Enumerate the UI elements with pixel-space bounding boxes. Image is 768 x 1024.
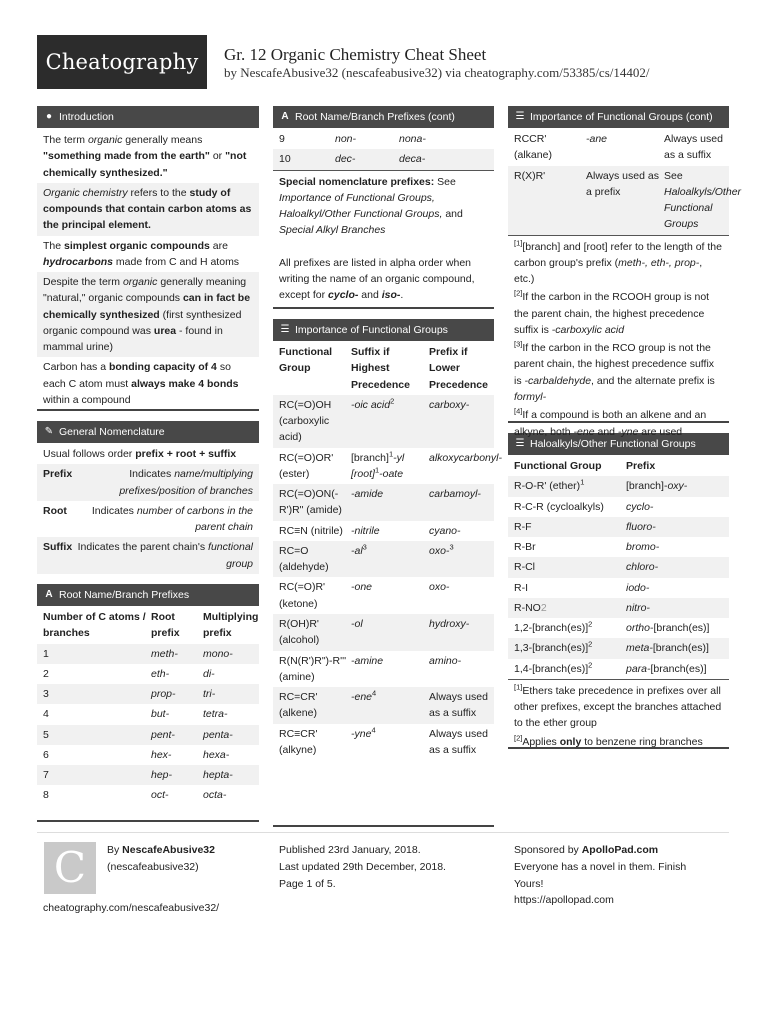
table-row — [508, 638, 729, 658]
table-cell — [626, 539, 726, 555]
author-url-link[interactable]: cheatography.com/nescafeabusive32/ — [43, 902, 220, 914]
author-handle: (nescafeabusive32) — [107, 861, 199, 873]
footnote-ref: 2 — [588, 639, 593, 649]
table-cell — [351, 450, 425, 483]
footnote-ref: 3 — [362, 542, 367, 552]
table-cell: RC≡N (nitrile) — [279, 524, 343, 537]
table-row — [508, 537, 729, 557]
table-cell: penta- — [203, 728, 233, 741]
table-cell: RC≡CR' (alkyne) — [279, 727, 318, 756]
haloalkyls-section — [508, 433, 729, 749]
table-row — [508, 659, 729, 679]
info-icon: ● — [45, 111, 53, 123]
section-title: Importance of Functional Groups — [295, 323, 448, 336]
prefix-part: nitro- — [626, 601, 650, 614]
table-cell: RC=O (aldehyde) — [279, 544, 329, 574]
table-cell — [514, 499, 622, 515]
table-cell — [514, 580, 622, 596]
intro-paragraph: Organic chemistry refers to the study of compounds that contain carbon atoms as the principal element. — [37, 183, 259, 236]
group-text: 1,2-[branch(es)] — [514, 622, 589, 635]
table-cell — [514, 478, 622, 494]
section-header — [273, 319, 494, 341]
prefix-part: hydroxy- — [429, 617, 470, 630]
root-prefixes-cont-section — [273, 106, 494, 309]
table-row — [37, 684, 259, 704]
footnote: [1][branch] and [root] refer to the length of the carbon group's prefix (meth-, eth-, prop-, etc.) — [508, 235, 729, 290]
table-cell — [351, 726, 425, 759]
group-text: R-C-R (cycloalkyls) — [514, 500, 604, 513]
table-row — [508, 598, 729, 618]
section-title: General Nomenclature — [59, 425, 165, 438]
root-prefix-rows — [37, 644, 259, 806]
table-cell: RC(=O)R' (ketone) — [279, 581, 326, 610]
suffix-part: -oic acid — [351, 398, 391, 411]
table-cell — [626, 600, 726, 616]
table-row — [273, 651, 494, 688]
table-cell — [429, 486, 497, 519]
published-date: Published 23rd January, 2018. — [279, 844, 421, 856]
table-cell: di- — [203, 667, 215, 680]
table-cell — [514, 640, 622, 656]
section-title: Root Name/Branch Prefixes — [59, 588, 190, 601]
prefix-part: chloro- — [626, 561, 659, 574]
column-3 — [508, 106, 742, 759]
table-cell — [429, 653, 497, 686]
suffix-part: -yl [root] — [351, 451, 405, 480]
special-prefixes-note: Special nomenclature prefixes: See Importance of Functional Groups, Haloalkyl/Other Functional Groups, and Special Alkyl Branches — [273, 170, 494, 241]
table-row — [273, 687, 494, 724]
pencil-icon: ✎ — [44, 426, 54, 438]
table-cell — [626, 499, 726, 515]
table-cell: 6 — [43, 748, 49, 761]
table-cell: RC(=O)ON(-R')R" (amide) — [279, 488, 342, 517]
table-cell — [351, 616, 425, 649]
letter-a-icon: A — [45, 589, 53, 601]
intro-paragraph: Carbon has a bonding capacity of 4 so each C atom must always make 4 bonds within a compound — [43, 361, 239, 406]
table-cell — [429, 726, 497, 759]
table-cell: meth- — [151, 647, 178, 660]
table-cell — [429, 616, 497, 649]
table-row — [508, 476, 729, 496]
table-cell — [351, 486, 425, 519]
section-header — [37, 584, 259, 606]
cheatography-logo[interactable]: Cheatography — [37, 35, 207, 89]
section-title: Root Name/Branch Prefixes (cont) — [295, 110, 455, 123]
group-text: R-Cl — [514, 561, 535, 574]
table-row — [37, 704, 259, 724]
table-row — [37, 785, 259, 805]
table-cell: hexa- — [203, 748, 230, 761]
suffix-part: -ene — [351, 691, 373, 704]
list-icon: ☰ — [515, 438, 525, 450]
table-cell — [514, 600, 622, 616]
prefix-part: [branch]- — [626, 480, 668, 493]
prefix-part: carbamoyl- — [429, 488, 481, 501]
table-row — [37, 765, 259, 785]
nomenclature-lead: Usual follows order prefix + root + suffix — [43, 448, 237, 460]
table-cell — [429, 450, 502, 483]
prefix-part: carboxy- — [429, 398, 470, 411]
table-cell — [626, 640, 726, 656]
footnote-ref: 2 — [588, 619, 593, 629]
table-cell — [429, 689, 497, 722]
table-cell — [626, 661, 726, 677]
prefix-part: amino- — [429, 654, 462, 667]
functional-group-rows — [273, 395, 502, 760]
intro-paragraph: The term organic generally means "something made from the earth" or "not chemically synthesized." — [43, 134, 247, 179]
sponsor-url-link[interactable]: https://apollopad.com — [514, 894, 614, 906]
table-cell: prop- — [151, 688, 176, 701]
table-cell — [351, 689, 425, 722]
table-cell — [514, 539, 622, 555]
table-row: R(X)R' Always used as a prefix See Haloalkyls/Other Functional Groups — [508, 166, 729, 235]
prefix-part: meta- — [626, 642, 653, 655]
suffix-part: -one — [351, 581, 373, 594]
footnote-ref: 4 — [371, 725, 376, 735]
table-cell: mono- — [203, 647, 233, 660]
table-cell: tri- — [203, 688, 216, 701]
table-cell: 4 — [43, 708, 49, 721]
table-row — [37, 664, 259, 684]
table-cell: R(OH)R' (alcohol) — [279, 617, 320, 647]
group-text: R-I — [514, 581, 528, 594]
prefix-part: [branch(es)] — [653, 622, 710, 635]
footnote-ref: 3 — [449, 542, 454, 552]
table-header: Number of C atoms / branches Root prefix Multiplying prefix — [43, 611, 259, 640]
letter-a-icon: A — [281, 111, 289, 123]
prefix-part: para- — [626, 662, 651, 675]
table-cell — [351, 397, 425, 446]
table-cell: hep- — [151, 769, 173, 782]
table-cell: oct- — [151, 789, 169, 802]
table-cell: RC(=O)OH (carboxylic acid) — [279, 398, 332, 444]
nomenclature-row: Suffix Indicates the parent chain's functional group — [37, 537, 259, 574]
table-cell — [514, 620, 622, 636]
table-cell — [351, 523, 425, 539]
prefix-part: oxy- — [667, 480, 688, 493]
footnote-ref: 1 — [388, 449, 394, 459]
root-prefixes-section — [37, 584, 259, 822]
footnote: [1]Ethers take precedence in prefixes over all other prefixes, except the branches attached to the ether group — [508, 679, 729, 734]
footer-divider — [37, 832, 729, 833]
suffix-part: -oate — [379, 467, 404, 480]
table-row — [273, 724, 494, 761]
footnote: [2]If the carbon in the RCOOH group is not the parent chain, the highest precedence suffix is -carboxylic acid — [514, 288, 710, 336]
functional-groups-section — [273, 319, 502, 827]
section-title: Importance of Functional Groups (cont) — [530, 110, 713, 123]
table-row — [273, 448, 502, 485]
prefix-part: fluoro- — [626, 520, 656, 533]
table-row — [273, 484, 494, 521]
section-header — [37, 421, 259, 443]
intro-paragraph: The simplest organic compounds are hydrocarbons made from C and H atoms — [43, 239, 240, 268]
updated-date: Last updated 29th December, 2018. — [279, 861, 446, 873]
section-header — [508, 106, 729, 128]
table-row — [273, 395, 494, 448]
sheet-subtitle[interactable]: by NescafeAbusive32 (nescafeabusive32) via cheatography.com/53385/cs/14402/ — [224, 65, 650, 80]
table-header: Functional Group Prefix — [514, 460, 656, 472]
table-cell: but- — [151, 708, 170, 721]
nomenclature-row: Root Indicates number of carbons in the parent chain — [43, 504, 253, 534]
table-cell — [514, 559, 622, 575]
table-row — [37, 745, 259, 765]
table-cell — [429, 543, 497, 576]
table-cell — [514, 519, 622, 535]
table-cell — [626, 519, 726, 535]
group-text: R-O-R' (ether) — [514, 480, 581, 493]
table-header: Functional Group Suffix if Highest Precedence Prefix if Lower Precedence — [279, 346, 488, 391]
table-row — [508, 557, 729, 577]
sponsor-link[interactable]: ApolloPad.com — [581, 844, 659, 856]
table-cell — [351, 579, 425, 612]
prefix-part: [branch(es)] — [650, 662, 707, 675]
prefix-part: Always used as a suffix — [429, 727, 488, 756]
general-nomenclature-section — [37, 421, 259, 574]
haloalkyl-rows — [508, 476, 729, 679]
author-avatar[interactable]: C — [44, 842, 96, 894]
column-1 — [37, 106, 259, 832]
author-byline: By NescafeAbusive32 — [107, 844, 215, 856]
suffix-part: [branch] — [351, 451, 389, 464]
footnote-ref: 2 — [588, 660, 593, 670]
footnote-ref: 1 — [580, 477, 585, 487]
table-cell: 3 — [43, 688, 49, 701]
group-text: 1,4-[branch(es)] — [514, 662, 589, 675]
footnote: [2]Applies only to benzene ring branches — [514, 733, 703, 748]
group-text: R-NO — [514, 601, 541, 614]
sponsor-tagline: Everyone has a novel in them. Finish Yours! — [514, 861, 687, 890]
suffix-part: -amine — [351, 654, 384, 667]
footnote: [4]If a compound is both an alkene and an alkyne, both -ene and -yne are used — [514, 406, 707, 438]
prefix-part: Always used as a suffix — [429, 691, 488, 720]
group-text: R-Br — [514, 541, 536, 554]
prefix-part: [branch(es)] — [652, 642, 709, 655]
suffix-part: -nitrile — [351, 524, 380, 537]
table-cell: 2 — [43, 667, 49, 680]
section-title: Introduction — [59, 110, 114, 123]
table-cell — [429, 523, 497, 539]
prefix-part: cyclo- — [626, 500, 654, 513]
table-row: 10 dec- deca- — [273, 149, 494, 169]
table-cell: tetra- — [203, 708, 228, 721]
sponsor-line: Sponsored by ApolloPad.com — [514, 844, 659, 856]
footer — [37, 838, 729, 918]
subscript: 2 — [540, 601, 547, 614]
group-text: R-F — [514, 520, 532, 533]
section-header — [508, 433, 729, 455]
table-row — [508, 497, 729, 517]
table-cell: 7 — [43, 769, 49, 782]
footnote-ref: 1 — [374, 465, 380, 475]
column-2 — [273, 106, 502, 837]
table-row — [273, 577, 494, 614]
table-row — [37, 725, 259, 745]
nomenclature-row: Prefix Indicates name/multiplying prefixes/position of branches — [37, 464, 259, 501]
table-row — [508, 618, 729, 638]
suffix-part: -ol — [351, 617, 363, 630]
table-cell — [351, 653, 425, 686]
table-cell — [429, 397, 497, 446]
group-text: 1,3-[branch(es)] — [514, 642, 589, 655]
table-row — [273, 614, 494, 651]
table-row — [273, 541, 494, 578]
prefix-part: oxo- — [429, 544, 450, 557]
table-cell: 1 — [43, 647, 49, 660]
functional-groups-cont-section — [508, 106, 742, 438]
table-row: RCCR' (alkane) -ane Always used as a suffix — [514, 133, 723, 162]
table-cell — [626, 580, 726, 596]
footnote-ref: 4 — [372, 688, 377, 698]
table-cell: RC(=O)OR' (ester) — [279, 451, 334, 480]
table-cell — [626, 478, 726, 494]
table-cell: octa- — [203, 789, 227, 802]
author-link[interactable]: NescafeAbusive32 — [122, 844, 215, 856]
table-cell: hex- — [151, 748, 172, 761]
table-cell — [351, 543, 425, 576]
page-number: Page 1 of 5. — [279, 878, 336, 890]
prefix-part: alkoxycarbonyl- — [429, 451, 502, 464]
table-cell — [626, 620, 726, 636]
section-header — [273, 106, 494, 128]
prefix-part: ortho- — [626, 622, 654, 635]
table-cell: eth- — [151, 667, 170, 680]
prefix-part: oxo- — [429, 581, 450, 594]
prefix-part: cyano- — [429, 524, 461, 537]
footnote-ref: 2 — [390, 396, 395, 406]
footnote: [3]If the carbon in the RCO group is not the parent chain, the highest precedence suffix is -carbaldehyde, and the alternate prefix is formyl- — [514, 339, 715, 403]
table-row — [508, 578, 729, 598]
table-cell: 8 — [43, 789, 49, 802]
suffix-part: -al — [351, 544, 363, 557]
introduction-section — [37, 106, 259, 411]
prefix-part: bromo- — [626, 541, 660, 554]
table-cell — [514, 661, 622, 677]
table-row — [273, 521, 494, 541]
table-cell — [429, 579, 497, 612]
table-row — [508, 517, 729, 537]
list-icon: ☰ — [280, 324, 290, 336]
suffix-part: -amide — [351, 488, 384, 501]
section-title: Haloalkyls/Other Functional Groups — [530, 437, 696, 450]
section-header — [37, 106, 259, 128]
table-cell: R(N(R')R")-R''' (amine) — [279, 654, 347, 683]
table-cell: pent- — [151, 728, 175, 741]
table-cell: 5 — [43, 728, 49, 741]
list-icon: ☰ — [515, 111, 525, 123]
prefix-part: iodo- — [626, 581, 650, 594]
table-cell: RC=CR' (alkene) — [279, 691, 318, 720]
sheet-title: Gr. 12 Organic Chemistry Cheat Sheet — [224, 45, 487, 64]
intro-paragraph: Despite the term organic generally meaning "natural," organic compounds can in fact be chemically synthesized (first synthesized organic compound was urea - found in mammal urine) — [37, 272, 259, 357]
alpha-order-note: All prefixes are listed in alpha order when writing the name of an organic compound, except for cyclo- and iso-. — [279, 256, 475, 302]
table-cell — [626, 559, 726, 575]
table-row: 9 non- nona- — [279, 133, 426, 145]
suffix-part: -yne — [351, 727, 372, 740]
table-row — [37, 644, 259, 664]
table-cell: hepta- — [203, 769, 233, 782]
